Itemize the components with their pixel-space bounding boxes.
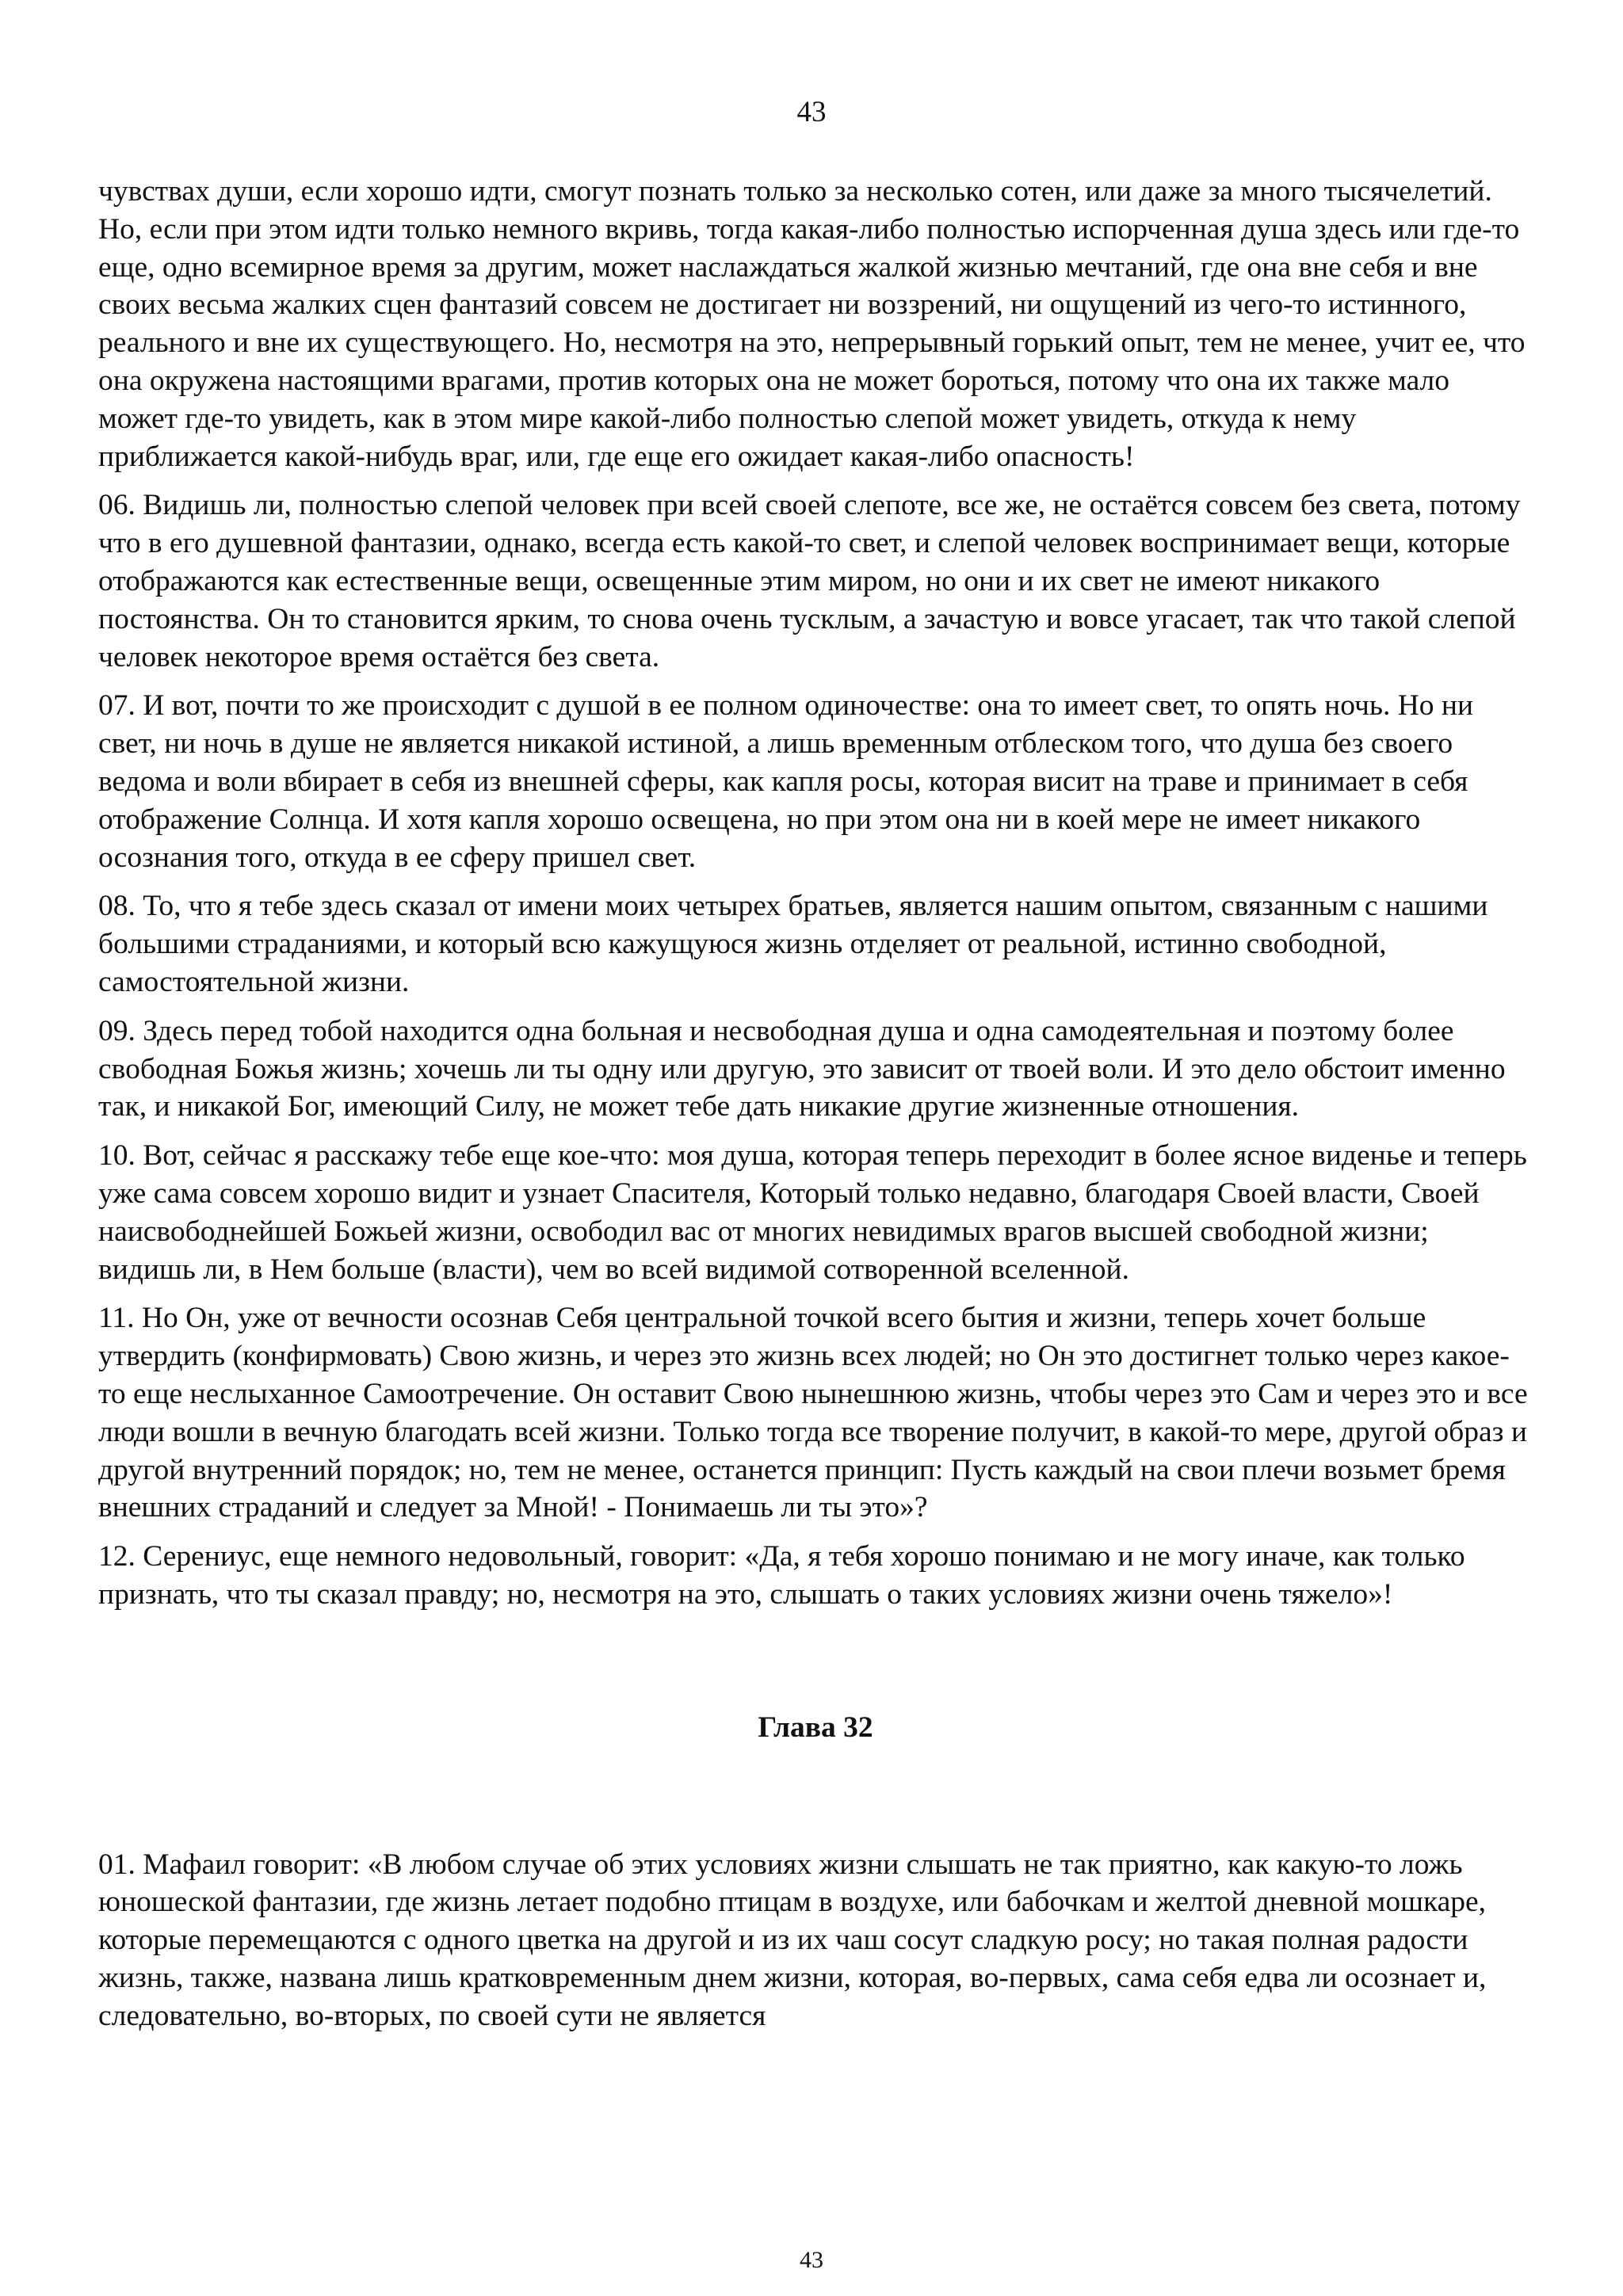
paragraph-06: 06. Видишь ли, полностью слепой человек при всей своей слепоте, все же, не остаётся совсем без света, потому что в его душевной фантазии, однако, всегда есть какой-то свет, и слепой человек воспринимает вещи, которые отображаются как естественные вещи, освещенные этим миром, но они и их свет не имеют никакого постоянства. Он то становится ярким, то снова очень тусклым, а зачастую и вовсе угасает, так что такой слепой человек некоторое время остаётся без света. — [98, 489, 1521, 673]
paragraph-09: 09. Здесь перед тобой находится одна больная и несвободная душа и одна самодеятельная и поэтому более свободная Божья жизнь; хочешь ли ты одну или другую, это зависит от твоей воли. И это дело обстоит именно так, и никакой Бог, имеющий Силу, не может тебе дать никакие другие жизненные отношения. — [98, 1014, 1506, 1123]
page-number-bottom: 43 — [800, 2247, 823, 2273]
chapter-title: Глава 32 — [758, 1711, 873, 1744]
paragraph-chapter-01: 01. Мафаил говорит: «В любом случае об этих условиях жизни слышать не так приятно, как какую-то ложь юношеской фантазии, где жизнь летает подобно птицам в воздухе, или бабочкам и желтой дневной мошкаре, которые перемещаются с одного цветка на другой и из их чаш сосут сладкую росу; но такая полная радости жизнь, также, названа лишь кратковременным днем жизни, которая, во-первых, сама себя едва ли осознает и, следовательно, во-вторых, по своей сути не является — [98, 1848, 1487, 2032]
page-number-top: 43 — [796, 96, 827, 128]
paragraph-10: 10. Вот, сейчас я расскажу тебе еще кое-что: моя душа, которая теперь переходит в более ясное виденье и теперь уже сама совсем хорошо видит и узнает Спасителя, Который только недавно, благодаря Своей власти, Своей наисвободнейшей Божьей жизни, освободил вас от многих невидимых врагов высшей свободной жизни; видишь ли, в Нем больше (власти), чем во всей видимой сотворенной вселенной. — [98, 1139, 1527, 1286]
paragraph-08: 08. То, что я тебе здесь сказал от имени моих четырех братьев, является нашим опытом, связанным с нашими большими страданиями, и который всю кажущуюся жизнь отделяет от реальной, истинно свободной, самостоятельной жизни. — [98, 890, 1488, 998]
paragraph-continuation: чувствах души, если хорошо идти, смогут познать только за несколько сотен, или даже за много тысячелетий. Но, если при этом идти только немного вкривь, тогда какая-либо полностью испорченная душа здесь или где-то еще, одно всемирное время за другим, может наслаждаться жалкой жизнью мечтаний, где она вне себя и вне своих весьма жалких сцен фантазий совсем не достигает ни воззрений, ни ощущений из чего-то истинного, реального и вне их существующего. Но, несмотря на это, непрерывный горький опыт, тем не менее, учит ее, что она окружена настоящими врагами, против которых она не может бороться, потому что она их также мало может где-то увидеть, как в этом мире какой-либо полностью слепой может увидеть, откуда к нему приближается какой-нибудь враг, или, где еще его ожидает какая-либо опасность! — [98, 175, 1526, 473]
paragraph-11: 11. Но Он, уже от вечности осознав Себя центральной точкой всего бытия и жизни, теперь хочет больше утвердить (конфирмовать) Свою жизнь, и через это жизнь всех людей; но Он это достигнет только через какое-то еще неслыханное Самоотречение. Он оставит Свою нынешнюю жизнь, чтобы через это Сам и через это и все люди вошли в вечную благодать всей жизни. Только тогда все творение получит, в какой-то мере, другой образ и другой внутренний порядок; но, тем не менее, останется принцип: Пусть каждый на свои плечи возьмет бремя внешних страданий и следует за Мной! - Понимаешь ли ты это»? — [98, 1302, 1528, 1524]
page-content — [98, 173, 1533, 2046]
paragraph-07: 07. И вот, почти то же происходит с душой в ее полном одиночестве: она то имеет свет, то опять ночь. Но ни свет, ни ночь в душе не является никакой истиной, а лишь временным отблеском того, что душа без своего ведома и воли вбирает в себя из внешней сферы, как капля росы, которая висит на траве и принимает в себя отображение Солнца. И хотя капля хорошо освещена, но при этом она ни в коей мере не имеет никакого осознания того, откуда в ее сферу пришел свет. — [98, 689, 1474, 874]
paragraph-12: 12. Серениус, еще немного недовольный, говорит: «Да, я тебя хорошо понимаю и не могу иначе, как только признать, что ты сказал правду; но, несмотря на это, слышать о таких условиях жизни очень тяжело»! — [98, 1540, 1465, 1611]
